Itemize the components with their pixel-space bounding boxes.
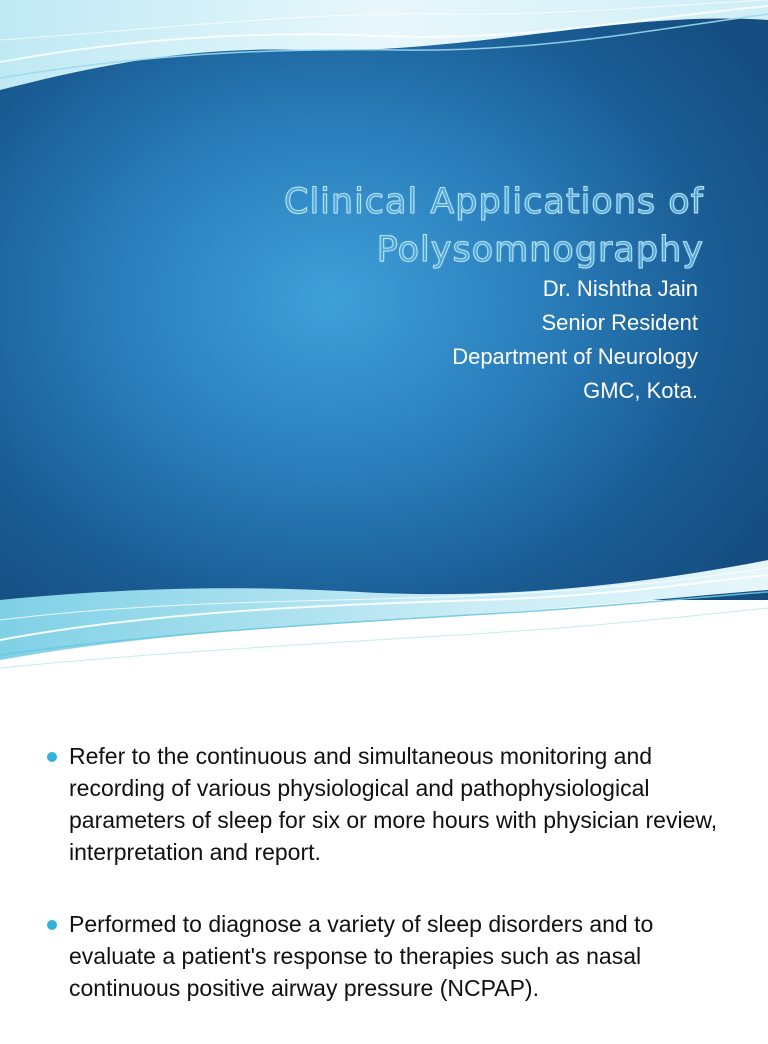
bullet-text: Performed to diagnose a variety of sleep disorders and to evaluate a patient's response to therapies such as nasal continuous positive airway pressure (NCPAP). xyxy=(69,911,654,1001)
author-name: Dr. Nishtha Jain xyxy=(542,276,698,301)
bullet-dot-icon xyxy=(47,752,57,762)
bullet-list xyxy=(45,740,735,1044)
bullet-item xyxy=(45,740,735,868)
bullet-dot-icon xyxy=(47,920,57,930)
title-line-1: Clinical Applications of xyxy=(284,182,704,222)
author-institution: GMC, Kota. xyxy=(583,378,698,403)
author-position: Senior Resident xyxy=(541,310,698,335)
bullet-item xyxy=(45,908,735,1004)
slide-subtitle xyxy=(278,272,698,408)
content-slide xyxy=(0,680,768,1024)
title-line-2: Polysomnography xyxy=(376,230,704,270)
slide-title xyxy=(144,178,704,274)
author-department: Department of Neurology xyxy=(452,344,698,369)
bullet-text: Refer to the continuous and simultaneous monitoring and recording of various physiological and pathophysiological parameters of sleep for six or more hours with physician review, interpretation and report. xyxy=(69,743,718,865)
